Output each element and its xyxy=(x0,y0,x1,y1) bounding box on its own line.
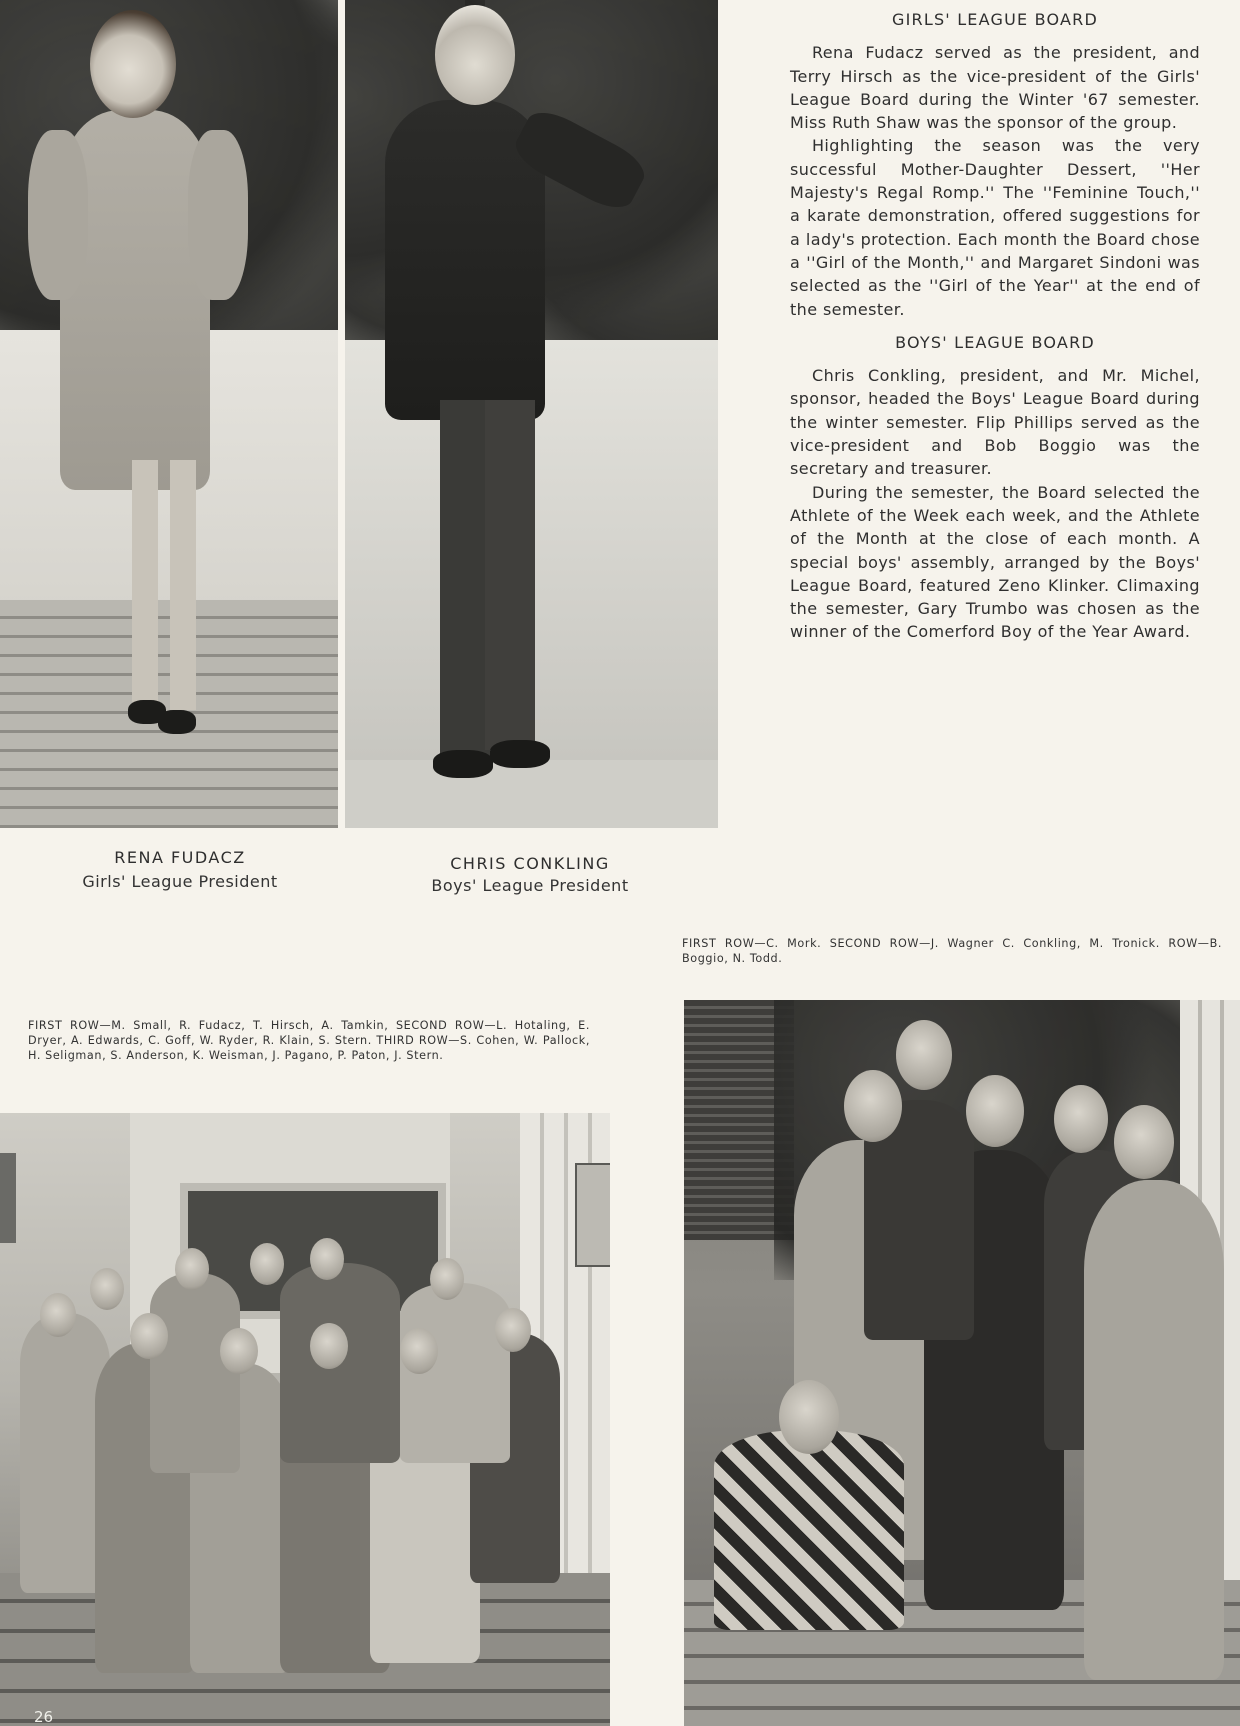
boys-group-caption: FIRST ROW—C. Mork. SECOND ROW—J. Wagner C. Conkling, M. Tronick. ROW—B. Boggio, N. Todd. xyxy=(682,937,1222,965)
girls-group-caption: FIRST ROW—M. Small, R. Fudacz, T. Hirsch, A. Tamkin, SECOND ROW—L. Hotaling, E. Dryer, A. Edwards, C. Goff, W. Ryder, R. Klain, S. Stern. THIRD ROW—S. Cohen, W. Pallock, H. Seligman, S. Anderson, K. Weisman, J. Pagano, P. Paton, J. Stern. xyxy=(28,1019,590,1062)
girls-league-paragraph-1: Rena Fudacz served as the president, and Terry Hirsch as the vice-president of the Girls' League Board during the Winter '67 semester. Miss Ruth Shaw was the sponsor of the group. xyxy=(790,43,1200,133)
rena-role-caption: Girls' League President xyxy=(82,872,278,891)
boys-league-paragraph-2: During the semester, the Board selected the Athlete of the Week each week, and the Athlete of the Month at the close of each month. A special boys' assembly, arranged by the Boys' League Board, featured Zeno Klinker. Climaxing the semester, Gary Trumbo was chosen as the winner of the Comerford Boy of the Year Award. xyxy=(790,482,1200,642)
chris-role-caption: Boys' League President xyxy=(431,876,629,895)
page-number: 26 xyxy=(34,1708,54,1726)
chris-conkling-photo xyxy=(345,0,718,828)
rena-fudacz-photo xyxy=(0,0,338,828)
rena-name-caption: RENA FUDACZ xyxy=(114,848,246,867)
article-column xyxy=(790,8,1200,644)
girls-league-heading: GIRLS' LEAGUE BOARD xyxy=(892,10,1098,29)
girls-league-group-photo xyxy=(0,1113,610,1726)
boys-league-paragraph-1: Chris Conkling, president, and Mr. Michel, sponsor, headed the Boys' League Board during the winter semester. Flip Phillips served as the vice-president and Bob Boggio was the secretary and treasurer. xyxy=(790,366,1200,479)
boys-league-heading: BOYS' LEAGUE BOARD xyxy=(895,332,1095,352)
girls-league-paragraph-2: Highlighting the season was the very successful Mother-Daughter Dessert, ''Her Majesty's Regal Romp.'' The ''Feminine Touch,'' a karate demonstration, offered suggestions for a lady's protection. Each month the Board chose a ''Girl of the Month,'' and Margaret Sindoni was selected as the ''Girl of the Year'' at the end of the semester. xyxy=(790,136,1200,319)
boys-league-group-photo xyxy=(684,1000,1240,1726)
chris-name-caption: CHRIS CONKLING xyxy=(450,854,610,873)
